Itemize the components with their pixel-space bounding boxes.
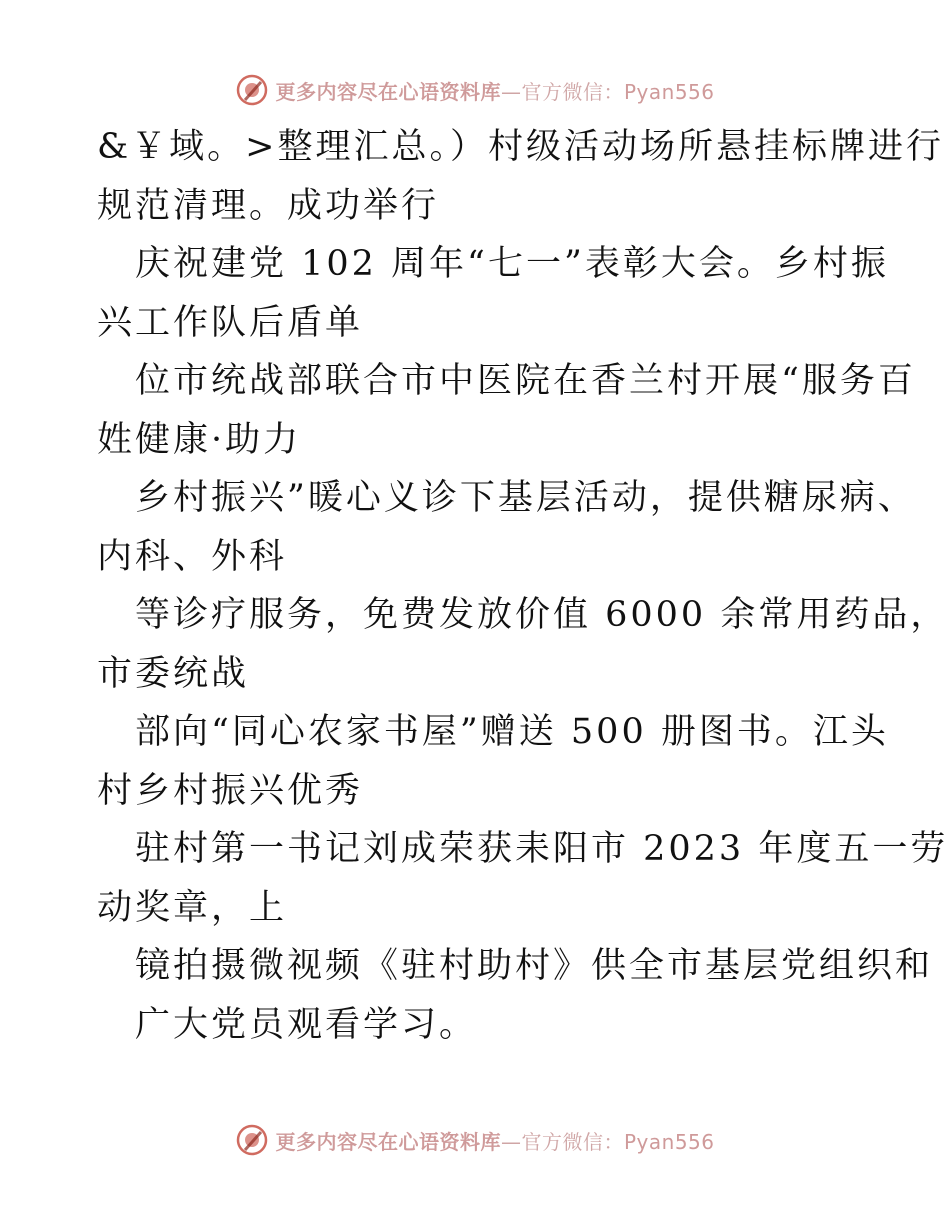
text-line: &￥域。>整理汇总。）村级活动场所悬挂标牌进行 (97, 127, 944, 167)
text-line: 驻村第一书记刘成荣获耒阳市 2023 年度五一劳 (135, 829, 949, 869)
logo-icon (235, 1123, 269, 1157)
text-line: 位市统战部联合市中医院在香兰村开展“服务百 (135, 361, 916, 401)
text-line: 规范清理。成功举行 (97, 185, 440, 226)
logo-icon (235, 73, 269, 107)
watermark-text: 更多内容尽在心语资料库—官方微信：Pyan556 (275, 1129, 715, 1154)
text-line: 广大党员观看学习。 (135, 1004, 478, 1045)
footer-watermark (0, 1120, 950, 1160)
text-line: 乡村振兴”暖心义诊下基层活动，提供糖尿病、 (135, 478, 916, 518)
text-line: 镜拍摄微视频《驻村助村》供全市基层党组织和 (135, 946, 934, 986)
document-body (97, 118, 949, 1054)
text-line: 部向“同心农家书屋”赠送 500 册图书。江头 (135, 712, 889, 752)
text-line: 庆祝建党 102 周年“七一”表彰大会。乡村振 (135, 244, 889, 284)
header-watermark (0, 70, 950, 110)
text-line: 内科、外科 (97, 536, 288, 577)
text-line: 市委统战 (97, 653, 250, 694)
text-line: 动奖章，上 (97, 887, 288, 928)
text-line: 村乡村振兴优秀 (97, 770, 364, 811)
text-line: 兴工作队后盾单 (97, 302, 364, 343)
text-line: 姓健康·助力 (97, 419, 302, 460)
text-line: 等诊疗服务，免费发放价值 6000 余常用药品， (135, 595, 949, 635)
watermark-text: 更多内容尽在心语资料库—官方微信：Pyan556 (275, 79, 715, 104)
